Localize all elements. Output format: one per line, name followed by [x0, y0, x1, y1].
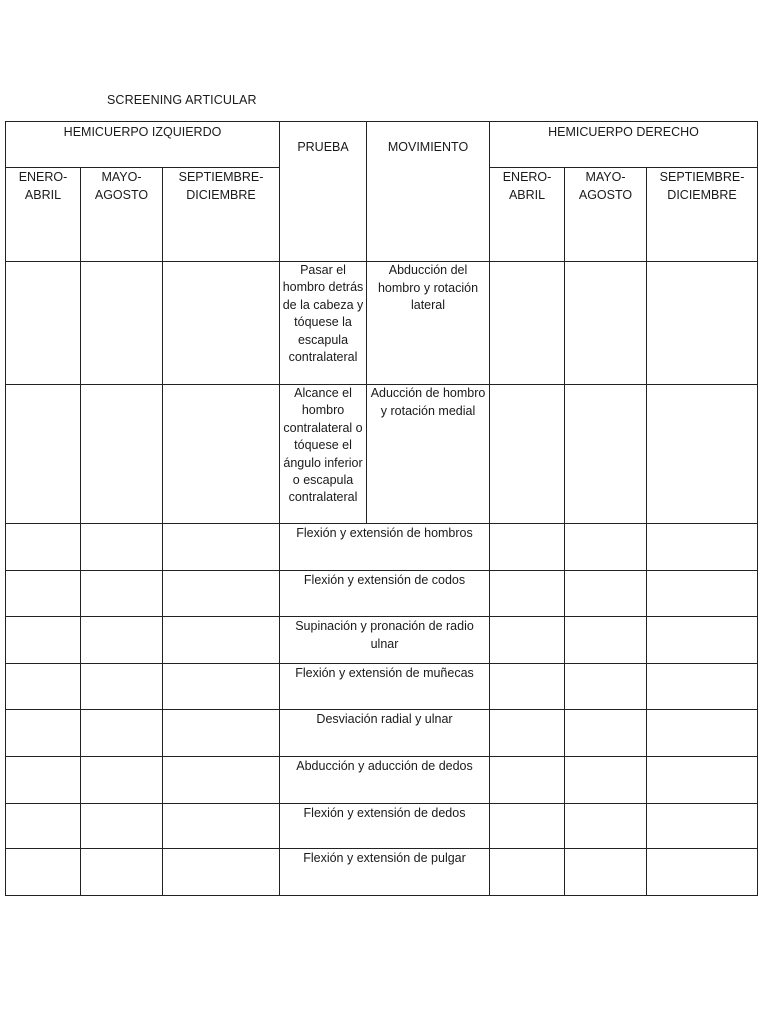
- left-cell-period-2[interactable]: [81, 617, 163, 664]
- screening-table: [5, 121, 758, 896]
- right-cell-period-3[interactable]: [647, 757, 758, 804]
- right-cell-period-2[interactable]: [565, 710, 647, 757]
- left-side-header: HEMICUERPO IZQUIERDO: [6, 122, 280, 168]
- left-cell-period-3[interactable]: [163, 710, 280, 757]
- right-cell-period-2[interactable]: [565, 262, 647, 385]
- right-cell-period-2[interactable]: [565, 804, 647, 849]
- left-cell-period-2[interactable]: [81, 524, 163, 571]
- movement-cell: Flexión y extensión de pulgar: [280, 849, 490, 896]
- right-cell-period-1[interactable]: [490, 571, 565, 617]
- right-cell-period-2[interactable]: [565, 524, 647, 571]
- left-cell-period-3[interactable]: [163, 804, 280, 849]
- left-period-header: ENERO-ABRIL: [6, 168, 81, 262]
- right-cell-period-2[interactable]: [565, 571, 647, 617]
- right-period-header: SEPTIEMBRE-DICIEMBRE: [647, 168, 758, 262]
- document-title: SCREENING ARTICULAR: [107, 93, 257, 107]
- right-cell-period-2[interactable]: [565, 385, 647, 524]
- left-cell-period-2[interactable]: [81, 385, 163, 524]
- movement-cell: Aducción de hombro y rotación medial: [367, 385, 490, 524]
- left-cell-period-2[interactable]: [81, 664, 163, 710]
- left-cell-period-3[interactable]: [163, 385, 280, 524]
- right-period-header: ENERO-ABRIL: [490, 168, 565, 262]
- right-cell-period-2[interactable]: [565, 617, 647, 664]
- left-cell-period-3[interactable]: [163, 524, 280, 571]
- right-cell-period-3[interactable]: [647, 617, 758, 664]
- test-cell: Alcance el hombro contralateral o tóquese el ángulo inferior o escapula contralateral: [280, 385, 367, 524]
- left-cell-period-2[interactable]: [81, 757, 163, 804]
- table-row: [6, 262, 758, 385]
- left-cell-period-1[interactable]: [6, 385, 81, 524]
- movement-header: MOVIMIENTO: [367, 122, 490, 262]
- test-cell: Pasar el hombro detrás de la cabeza y tóquese la escapula contralateral: [280, 262, 367, 385]
- right-cell-period-1[interactable]: [490, 757, 565, 804]
- right-cell-period-1[interactable]: [490, 617, 565, 664]
- right-cell-period-3[interactable]: [647, 804, 758, 849]
- right-cell-period-3[interactable]: [647, 571, 758, 617]
- left-cell-period-1[interactable]: [6, 710, 81, 757]
- left-period-header: MAYO-AGOSTO: [81, 168, 163, 262]
- left-period-header: SEPTIEMBRE-DICIEMBRE: [163, 168, 280, 262]
- table-row: [6, 617, 758, 664]
- right-period-header: MAYO-AGOSTO: [565, 168, 647, 262]
- right-cell-period-3[interactable]: [647, 524, 758, 571]
- table-row: [6, 710, 758, 757]
- table-row: [6, 757, 758, 804]
- left-cell-period-1[interactable]: [6, 617, 81, 664]
- movement-cell: Flexión y extensión de dedos: [280, 804, 490, 849]
- right-cell-period-1[interactable]: [490, 385, 565, 524]
- left-cell-period-1[interactable]: [6, 757, 81, 804]
- left-cell-period-3[interactable]: [163, 849, 280, 896]
- right-cell-period-3[interactable]: [647, 710, 758, 757]
- table-row: [6, 524, 758, 571]
- left-cell-period-3[interactable]: [163, 262, 280, 385]
- table-row: [6, 664, 758, 710]
- right-cell-period-1[interactable]: [490, 804, 565, 849]
- right-cell-period-1[interactable]: [490, 524, 565, 571]
- left-cell-period-2[interactable]: [81, 571, 163, 617]
- test-header: PRUEBA: [280, 122, 367, 262]
- right-cell-period-1[interactable]: [490, 849, 565, 896]
- left-cell-period-3[interactable]: [163, 757, 280, 804]
- movement-cell: Abducción del hombro y rotación lateral: [367, 262, 490, 385]
- left-cell-period-1[interactable]: [6, 804, 81, 849]
- right-cell-period-3[interactable]: [647, 262, 758, 385]
- right-cell-period-1[interactable]: [490, 710, 565, 757]
- left-cell-period-3[interactable]: [163, 617, 280, 664]
- right-cell-period-2[interactable]: [565, 757, 647, 804]
- left-cell-period-2[interactable]: [81, 804, 163, 849]
- table-row: [6, 804, 758, 849]
- movement-cell: Flexión y extensión de muñecas: [280, 664, 490, 710]
- right-cell-period-2[interactable]: [565, 849, 647, 896]
- movement-cell: Supinación y pronación de radio ulnar: [280, 617, 490, 664]
- right-cell-period-3[interactable]: [647, 664, 758, 710]
- right-cell-period-1[interactable]: [490, 664, 565, 710]
- left-cell-period-1[interactable]: [6, 571, 81, 617]
- table-row: [6, 571, 758, 617]
- right-cell-period-1[interactable]: [490, 262, 565, 385]
- right-side-header: HEMICUERPO DERECHO: [490, 122, 758, 168]
- left-cell-period-1[interactable]: [6, 849, 81, 896]
- left-cell-period-3[interactable]: [163, 664, 280, 710]
- left-cell-period-1[interactable]: [6, 262, 81, 385]
- movement-cell: Flexión y extensión de codos: [280, 571, 490, 617]
- left-cell-period-2[interactable]: [81, 710, 163, 757]
- table-row: [6, 849, 758, 896]
- right-cell-period-3[interactable]: [647, 849, 758, 896]
- movement-cell: Desviación radial y ulnar: [280, 710, 490, 757]
- movement-cell: Flexión y extensión de hombros: [280, 524, 490, 571]
- table-header-row: [6, 122, 758, 168]
- left-cell-period-1[interactable]: [6, 664, 81, 710]
- right-cell-period-3[interactable]: [647, 385, 758, 524]
- left-cell-period-2[interactable]: [81, 262, 163, 385]
- table-row: [6, 385, 758, 524]
- left-cell-period-3[interactable]: [163, 571, 280, 617]
- movement-cell: Abducción y aducción de dedos: [280, 757, 490, 804]
- right-cell-period-2[interactable]: [565, 664, 647, 710]
- left-cell-period-2[interactable]: [81, 849, 163, 896]
- left-cell-period-1[interactable]: [6, 524, 81, 571]
